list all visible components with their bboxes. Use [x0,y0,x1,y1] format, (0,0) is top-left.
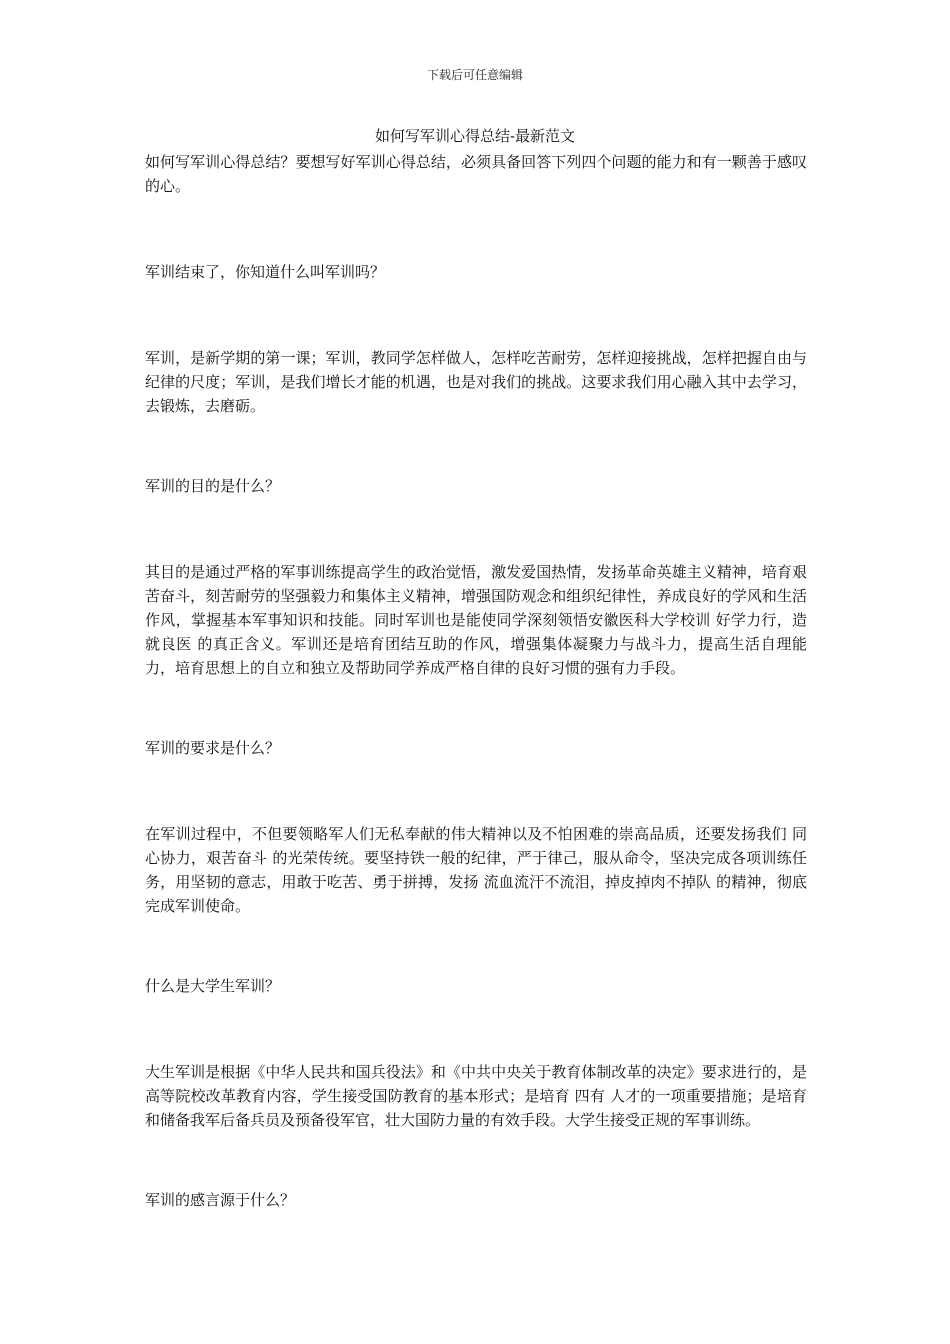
header-note: 下载后可任意编辑 [426,68,523,82]
answer-what-is-training: 军训，是新学期的第一课；军训，教同学怎样做人，怎样吃苦耐劳，怎样迎接挑战，怎样把握自由与纪律的尺度；军训，是我们增长才能的机遇，也是对我们的挑战。这要求我们用心融入其中去学习，去锻炼，去磨砺。 [145,349,807,415]
question-what-is-training: 军训结束了，你知道什么叫军训吗？ [145,263,386,281]
answer-college-training: 大生军训是根据《中华人民共和国兵役法》和《中共中央关于教育体制改革的决定》要求进行的，是高等院校改革教育内容，学生接受国防教育的基本形式；是培育 四有 人才的一项重要措施；是培育和储备我军后备兵员及预备役军官，壮大国防力量的有效手段。大学生接受正规的军事训练。 [145,1063,807,1129]
question-purpose: 军训的目的是什么？ [145,477,281,495]
question-college-training: 什么是大学生军训？ [145,977,281,995]
answer-purpose: 其目的是通过严格的军事训练提高学生的政治觉悟，激发爱国热情，发扬革命英雄主义精神，培育艰苦奋斗，刻苦耐劳的坚强毅力和集体主义精神，增强国防观念和组织纪律性，养成良好的学风和生活作风，掌握基本军事知识和技能。同时军训也是能使同学深刻领悟安徽医科大学校训 好学力行，造就良医 的真正含义。军训还是培育团结互助的作风，增强集体凝聚力与战斗力，提高生活自理能力，培育思想上的自立和独立及帮助同学养成严格自律的良好习惯的强有力手段。 [145,563,807,677]
question-origin-of-thoughts: 军训的感言源于什么？ [145,1191,296,1209]
answer-requirements: 在军训过程中，不但要领略军人们无私奉献的伟大精神以及不怕困难的崇高品质，还要发扬我们 同心协力，艰苦奋斗 的光荣传统。要坚持铁一般的纪律，严于律己，服从命令，坚决完成各项训练任务，用坚韧的意志，用敢于吃苦、勇于拼搏，发扬 流血流汗不流泪，掉皮掉肉不掉队 的精神，彻底完成军训使命。 [145,825,807,915]
document-body [145,150,807,1212]
document-title: 如何写军训心得总结-最新范文 [374,127,576,145]
question-requirements: 军训的要求是什么？ [145,739,281,757]
intro-paragraph: 如何写军训心得总结？要想写好军训心得总结，必须具备回答下列四个问题的能力和有一颗善于感叹的心。 [145,153,807,195]
